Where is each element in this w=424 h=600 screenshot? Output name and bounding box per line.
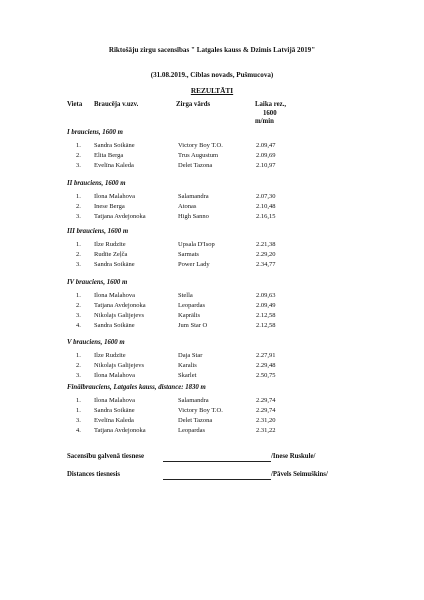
result-place: 1. (76, 407, 81, 414)
result-rider: Ilze Rudzīte (94, 241, 126, 248)
result-time: 2.29,74 (256, 397, 276, 404)
result-row (0, 322, 424, 331)
result-horse: Leopardas (178, 302, 206, 309)
section-title: III brauciens, 1600 m (67, 228, 129, 235)
result-row (0, 251, 424, 260)
result-horse: Stella (178, 292, 193, 299)
result-row (0, 312, 424, 321)
section-title: IV brauciens, 1600 m (67, 279, 128, 286)
result-rider: Tatjana Avdejonoka (94, 213, 146, 220)
result-rider: Inese Berga (94, 203, 125, 210)
result-rider: Elita Berga (94, 152, 124, 159)
column-header-time-line1: Laika rez., (255, 101, 287, 108)
result-horse: High Sanno (178, 213, 209, 220)
result-time: 2.09,63 (256, 292, 276, 299)
result-place: 3. (76, 162, 81, 169)
result-time: 2.09,69 (256, 152, 276, 159)
result-time: 2.21,38 (256, 241, 276, 248)
result-row (0, 193, 424, 202)
result-rider: Evelīna Kaleda (94, 417, 134, 424)
result-time: 2.34,77 (256, 261, 276, 268)
result-time: 2.09,49 (256, 302, 276, 309)
result-horse: Salamandra (178, 193, 209, 200)
result-horse: Victory Boy T.O. (178, 407, 223, 414)
column-header-time (255, 101, 286, 127)
result-horse: Trus Augustum (178, 152, 219, 159)
result-time: 2.10,48 (256, 203, 276, 210)
result-time: 2.29,20 (256, 251, 276, 258)
result-place: 1. (76, 142, 81, 149)
result-horse: Delet Tazona (178, 162, 213, 169)
result-horse: Victory Boy T.O. (178, 142, 223, 149)
document-title: Riktošāju zirgu sacensības " Latgales kauss & Dzimis Latvijā 2019" (108, 46, 316, 54)
result-time: 2.50,75 (256, 372, 276, 379)
column-header-time-line3: m/min (255, 118, 274, 126)
result-place: 3. (76, 372, 81, 379)
section-title: II brauciens, 1600 m (67, 180, 126, 187)
result-place: 3. (76, 417, 81, 424)
result-row (0, 407, 424, 416)
result-rider: Sandra Soikāne (94, 407, 135, 414)
distance-judge-label: Distances tiesnesis (67, 471, 121, 478)
result-rider: Evelīna Kaleda (94, 162, 134, 169)
result-row (0, 241, 424, 250)
result-horse: Leopardas (178, 427, 206, 434)
result-rider: Sandra Soikāne (94, 261, 135, 268)
result-rider: Ilona Malahova (94, 372, 135, 379)
result-horse: Daja Star (178, 352, 203, 359)
column-header-place: Vieta (67, 101, 83, 108)
document-subtitle: (31.08.2019., Ciblas novads, Pušmucova) (150, 71, 274, 79)
result-horse: Skarlet (178, 372, 197, 379)
result-horse: Karalis (178, 362, 197, 369)
result-row (0, 417, 424, 426)
result-row (0, 292, 424, 301)
result-place: 3. (76, 261, 81, 268)
result-time: 2.07,30 (256, 193, 276, 200)
result-row (0, 162, 424, 171)
result-horse: Salamandra (178, 397, 209, 404)
result-place: 2. (76, 302, 81, 309)
result-time: 2.31,20 (256, 417, 276, 424)
result-rider: Rudīte Zeļča (94, 251, 128, 258)
result-rider: Nikolajs Galijejevs (94, 312, 145, 319)
result-row (0, 427, 424, 436)
result-rider: Sandra Soikāne (94, 322, 135, 329)
result-row (0, 352, 424, 361)
result-time: 2.09,47 (256, 142, 276, 149)
result-horse: Power Lady (178, 261, 210, 268)
result-rider: Ilze Rudzīte (94, 352, 126, 359)
distance-judge-name: /Pāvels Seimuškins/ (271, 471, 328, 478)
result-row (0, 203, 424, 212)
section-title: V brauciens, 1600 m (67, 339, 125, 346)
result-place: 1. (76, 193, 81, 200)
result-place: 4. (76, 427, 81, 434)
result-rider: Nikolajs Galijejevs (94, 362, 145, 369)
column-header-horse: Zirga vārds (176, 101, 211, 108)
result-horse: Delet Tazona (178, 417, 213, 424)
result-row (0, 362, 424, 371)
result-place: 4. (76, 322, 81, 329)
result-row (0, 372, 424, 381)
chief-judge-label: Sacensību galvenā tiesnese (67, 453, 145, 460)
result-row (0, 302, 424, 311)
result-row (0, 261, 424, 270)
results-heading: REZULTĀTI (190, 86, 234, 95)
result-rider: Ilona Malahova (94, 292, 135, 299)
result-place: 1. (76, 292, 81, 299)
chief-judge-signature-line (163, 461, 271, 462)
result-time: 2.29,48 (256, 362, 276, 369)
result-time: 2.29,74 (256, 407, 276, 414)
result-rider: Tatjana Avdejonoka (94, 427, 146, 434)
result-row (0, 397, 424, 406)
section-title: I brauciens, 1600 m (67, 129, 123, 136)
result-place: 2. (76, 152, 81, 159)
result-place: 2. (76, 251, 81, 258)
section-title: Finālbrauciens, Latgales kauss, distance: 1830 m (67, 384, 206, 391)
result-rider: Sandra Soikāne (94, 142, 135, 149)
result-rider: Ilona Malahova (94, 397, 135, 404)
result-time: 2.12,58 (256, 312, 276, 319)
result-row (0, 213, 424, 222)
result-row (0, 142, 424, 151)
chief-judge-name: /Inese Ruskule/ (271, 453, 316, 460)
result-place: 1. (76, 241, 81, 248)
result-place: 2. (76, 203, 81, 210)
result-time: 2.16,15 (256, 213, 276, 220)
column-header-rider: Braucēja v.uzv. (94, 101, 139, 108)
distance-judge-signature-line (163, 479, 271, 480)
result-horse: Upsala D'Isop (178, 241, 215, 248)
result-place: 1. (76, 397, 81, 404)
result-row (0, 152, 424, 161)
result-place: 2. (76, 362, 81, 369)
result-horse: Atonas (178, 203, 197, 210)
result-place: 3. (76, 213, 81, 220)
result-time: 2.31,22 (256, 427, 276, 434)
result-place: 3. (76, 312, 81, 319)
result-place: 1. (76, 352, 81, 359)
result-time: 2.10,97 (256, 162, 276, 169)
result-rider: Ilona Malahova (94, 193, 135, 200)
result-horse: Kaprālis (178, 312, 201, 319)
result-horse: Sarmats (178, 251, 199, 258)
result-time: 2.12,58 (256, 322, 276, 329)
result-rider: Tatjana Avdejonoka (94, 302, 146, 309)
result-time: 2.27,91 (256, 352, 276, 359)
column-header-time-line2: 1600 (263, 109, 277, 117)
result-horse: Jum Star O (178, 322, 208, 329)
